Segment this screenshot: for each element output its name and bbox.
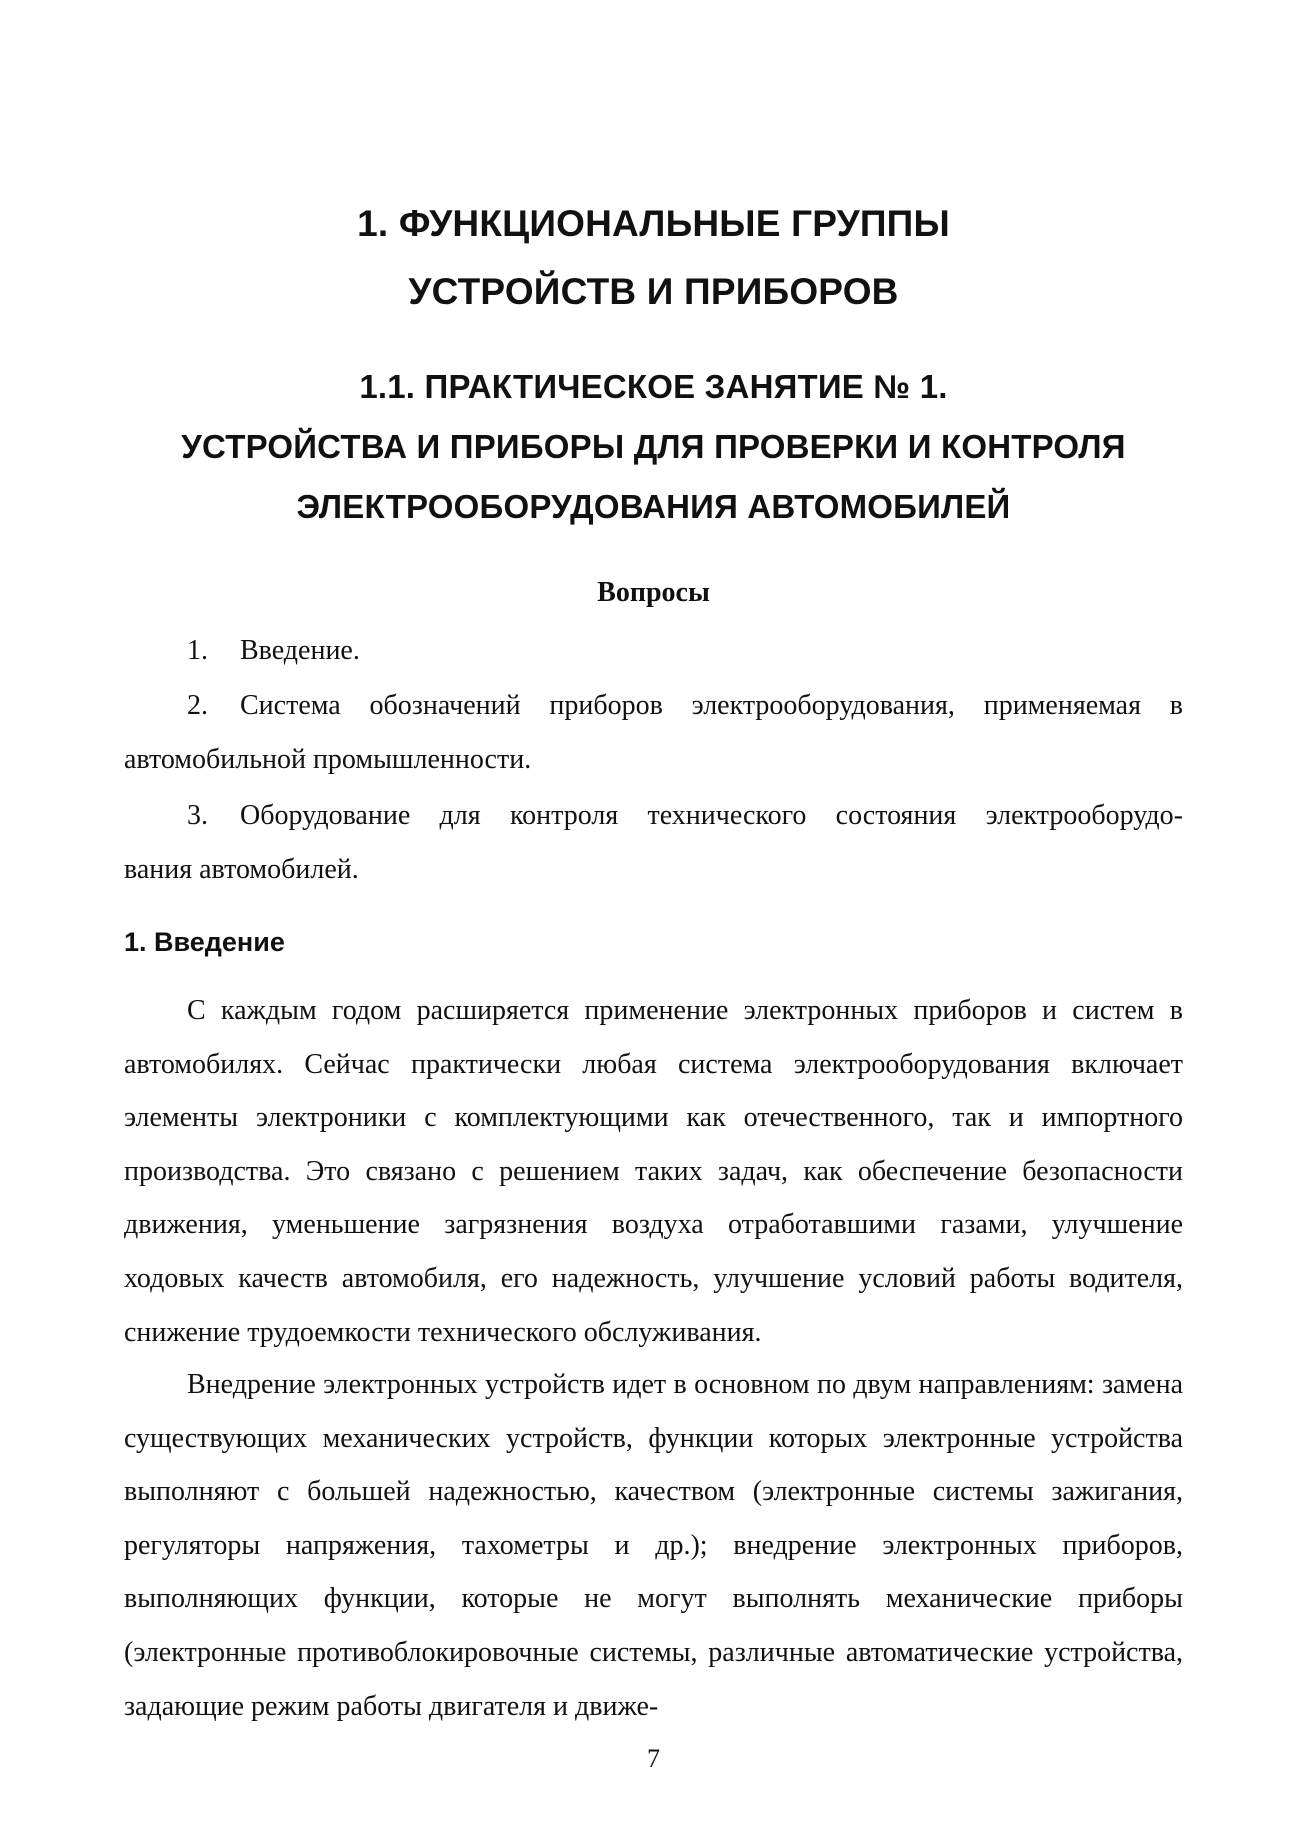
intro-paragraph-2: Внедрение электронных устройств идет в основном по двум направлениям: замена существующих механических устройств, функции которых электронные устройства выполняют с большей надежностью, качеством (электронные системы зажигания, регуляторы напряжения, тахометры и др.); внедрение электронных приборов, выполняющих функции, которые не могут выполнять механические приборы (электронные противоблокировочные системы, различные автоматические устройства, задающие режим работы двигателя и движе-: [124, 1369, 1183, 1722]
question-text: Введение.: [240, 635, 360, 666]
question-text-continued: автомобильной промышленности.: [124, 744, 532, 775]
question-item: [124, 686, 1183, 726]
question-text-continued: вания автомобилей.: [124, 854, 359, 885]
intro-heading: 1. Введение: [124, 927, 285, 957]
question-item: [124, 796, 1183, 836]
chapter-title-line-1: 1. ФУНКЦИОНАЛЬНЫЕ ГРУППЫ: [357, 203, 950, 244]
chapter-title-line-2: УСТРОЙСТВ И ПРИБОРОВ: [408, 271, 899, 312]
question-number: 1.: [187, 635, 208, 666]
question-text: Система обозначений приборов электрооборудования, применяемая в: [240, 690, 1183, 721]
section-title-line-3: ЭЛЕКТРООБОРУДОВАНИЯ АВТОМОБИЛЕЙ: [296, 488, 1011, 525]
page-number: 7: [647, 1744, 660, 1773]
questions-heading: Вопросы: [597, 577, 710, 608]
section-title-line-2: УСТРОЙСТВА И ПРИБОРЫ ДЛЯ ПРОВЕРКИ И КОНТРОЛЯ: [181, 428, 1126, 465]
section-title-line-1: 1.1. ПРАКТИЧЕСКОЕ ЗАНЯТИЕ № 1.: [359, 368, 948, 405]
question-number: 3.: [187, 800, 208, 831]
intro-paragraph-1: С каждым годом расширяется применение электронных приборов и систем в автомобилях. Сейчас практически любая система электрооборудования включает элементы электроники с комплектующими как отечественного, так и импортного производства. Это связано с решением таких задач, как обеспечение безопасности движения, уменьшение загрязнения воздуха отработавшими газами, улучшение ходовых качеств автомобиля, его надежность, улучшение условий работы водителя, снижение трудоемкости технического обслуживания.: [124, 995, 1183, 1348]
question-text: Оборудование для контроля технического состояния электрооборудо-: [240, 800, 1183, 831]
question-number: 2.: [187, 690, 208, 721]
